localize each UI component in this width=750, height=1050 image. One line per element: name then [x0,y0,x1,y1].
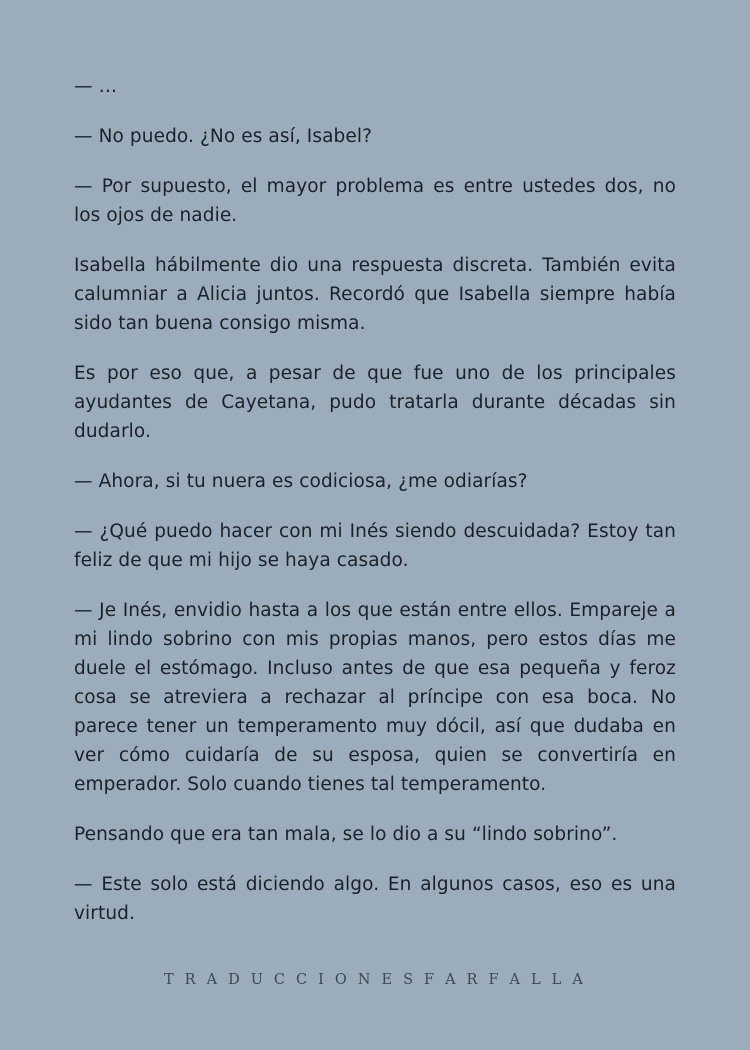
paragraph: Pensando que era tan mala, se lo dio a su “lindo sobrino”. [74,824,618,845]
paragraph: — Ahora, si tu nuera es codiciosa, ¿me odiarías? [74,471,528,492]
chapter-text-body [74,72,676,928]
paragraph: Isabella hábilmente dio una respuesta discreta. También evita calumniar a Alicia juntos. Recordó que Isabella siempre había sido tan buena consigo misma. [74,255,676,334]
paragraph: — ¿Qué puedo hacer con mi Inés siendo descuidada? Estoy tan feliz de que mi hijo se haya casado. [74,521,676,571]
translator-credit: T R A D U C C I O N E S F A R F A L L A [163,972,586,988]
paragraph: — Este solo está diciendo algo. En algunos casos, eso es una virtud. [74,874,676,924]
paragraph: — No puedo. ¿No es así, Isabel? [74,126,373,147]
paragraph: Es por eso que, a pesar de que fue uno de los principales ayudantes de Cayetana, pudo tratarla durante décadas sin dudarlo. [74,363,676,442]
paragraph: — Je Inés, envidio hasta a los que están entre ellos. Empareje a mi lindo sobrino con mis propias manos, pero estos días me duele el estómago. Incluso antes de que esa pequeña y feroz cosa se atreviera a rechazar al príncipe con esa boca. No parece tener un temperamento muy dócil, así que dudaba en ver cómo cuidaría de su esposa, quien se convertiría en emperador. Solo cuando tienes tal temperamento. [74,600,676,795]
paragraph: — … [74,76,118,97]
paragraph: — Por supuesto, el mayor problema es entre ustedes dos, no los ojos de nadie. [74,176,676,226]
